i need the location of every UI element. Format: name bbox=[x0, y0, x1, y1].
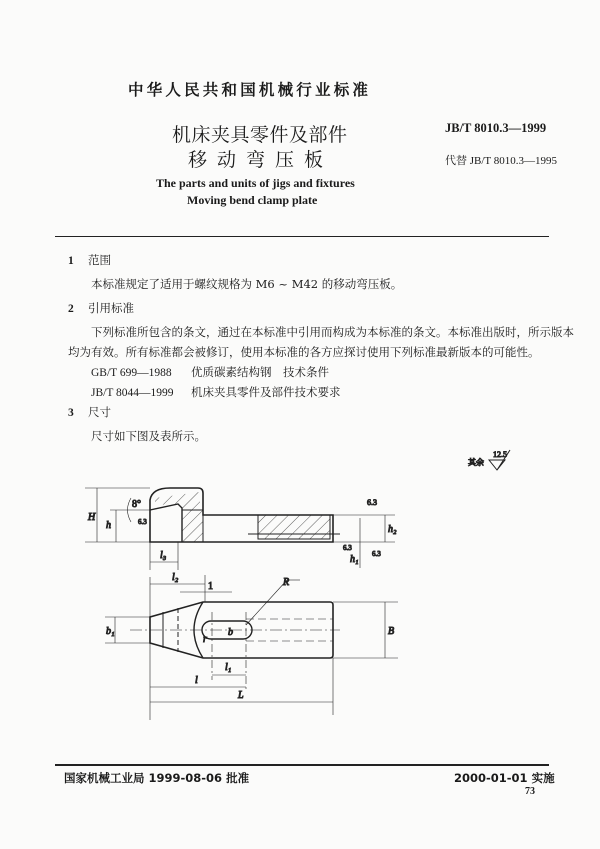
subtitle-en: Moving bend clamp plate bbox=[187, 193, 318, 207]
dim-one: 1 bbox=[208, 581, 213, 592]
roughness-value: 6.3 bbox=[372, 550, 381, 558]
replaces-code: 代替 JB/T 8010.3—1995 bbox=[445, 155, 557, 167]
reference-code: JB/T 8044—1999 bbox=[91, 387, 174, 399]
effective-date: 2000-01-01 实施 bbox=[454, 771, 555, 785]
section-2-text-line1: 下列标准所包含的条文，通过在本标准中引用而构成为本标准的条文。本标准出版时，所示版本 bbox=[91, 325, 574, 339]
roughness-rest-value: 12.5 bbox=[493, 450, 507, 459]
title-en: The parts and units of jigs and fixtures bbox=[156, 176, 355, 190]
dim-B: B bbox=[388, 626, 395, 637]
dim-r: r bbox=[203, 634, 207, 645]
roughness-rest-label: 其余 bbox=[468, 458, 484, 467]
section-title: 范围 bbox=[88, 253, 111, 267]
approval-note: 国家机械工业局 1999-08-06 批准 bbox=[64, 771, 250, 785]
title-cn: 机床夹具零件及部件 bbox=[172, 124, 348, 146]
angle-label: 8° bbox=[132, 499, 141, 510]
roughness-value: 6.3 bbox=[367, 498, 377, 507]
section-1-text: 本标准规定了适用于螺纹规格为 M6 ~ M42 的移动弯压板。 bbox=[91, 277, 403, 291]
section-2-text-line2: 均为有效。所有标准都会被修订，使用本标准的各方应探讨使用下列标准最新版本的可能性。 bbox=[68, 345, 540, 359]
section-title: 引用标准 bbox=[88, 301, 134, 315]
roughness-value: 6.3 bbox=[138, 518, 147, 526]
dim-l: l bbox=[195, 675, 198, 686]
section-number: 1 bbox=[68, 255, 74, 267]
dim-H: H bbox=[88, 512, 96, 523]
dim-h2: h₂ bbox=[388, 524, 397, 535]
dim-b1: b₁ bbox=[106, 626, 115, 637]
dim-h: h bbox=[106, 520, 111, 531]
dim-b: b bbox=[228, 627, 233, 638]
roughness-value: 6.3 bbox=[343, 544, 352, 552]
reference-title: 优质碳素结构钢 技术条件 bbox=[191, 365, 329, 379]
section-3-text: 尺寸如下图及表所示。 bbox=[91, 429, 206, 443]
dim-L: L bbox=[238, 690, 244, 701]
dim-l1: l₁ bbox=[225, 662, 232, 673]
dim-R: R bbox=[283, 577, 290, 588]
footer-divider bbox=[55, 764, 549, 766]
subtitle-cn: 移动弯压板 bbox=[188, 149, 334, 171]
page-number: 73 bbox=[525, 786, 535, 797]
dim-l3: l₃ bbox=[160, 550, 167, 561]
dim-l2: l₂ bbox=[172, 572, 179, 583]
reference-code: GB/T 699—1988 bbox=[91, 367, 172, 379]
reference-title: 机床夹具零件及部件技术要求 bbox=[191, 385, 341, 399]
section-number: 3 bbox=[68, 407, 74, 419]
section-number: 2 bbox=[68, 303, 74, 315]
section-title: 尺寸 bbox=[88, 405, 111, 419]
dim-h1: h₁ bbox=[350, 554, 359, 565]
standard-code: JB/T 8010.3—1999 bbox=[445, 121, 547, 135]
org-standard-heading: 中华人民共和国机械行业标准 bbox=[128, 81, 372, 99]
